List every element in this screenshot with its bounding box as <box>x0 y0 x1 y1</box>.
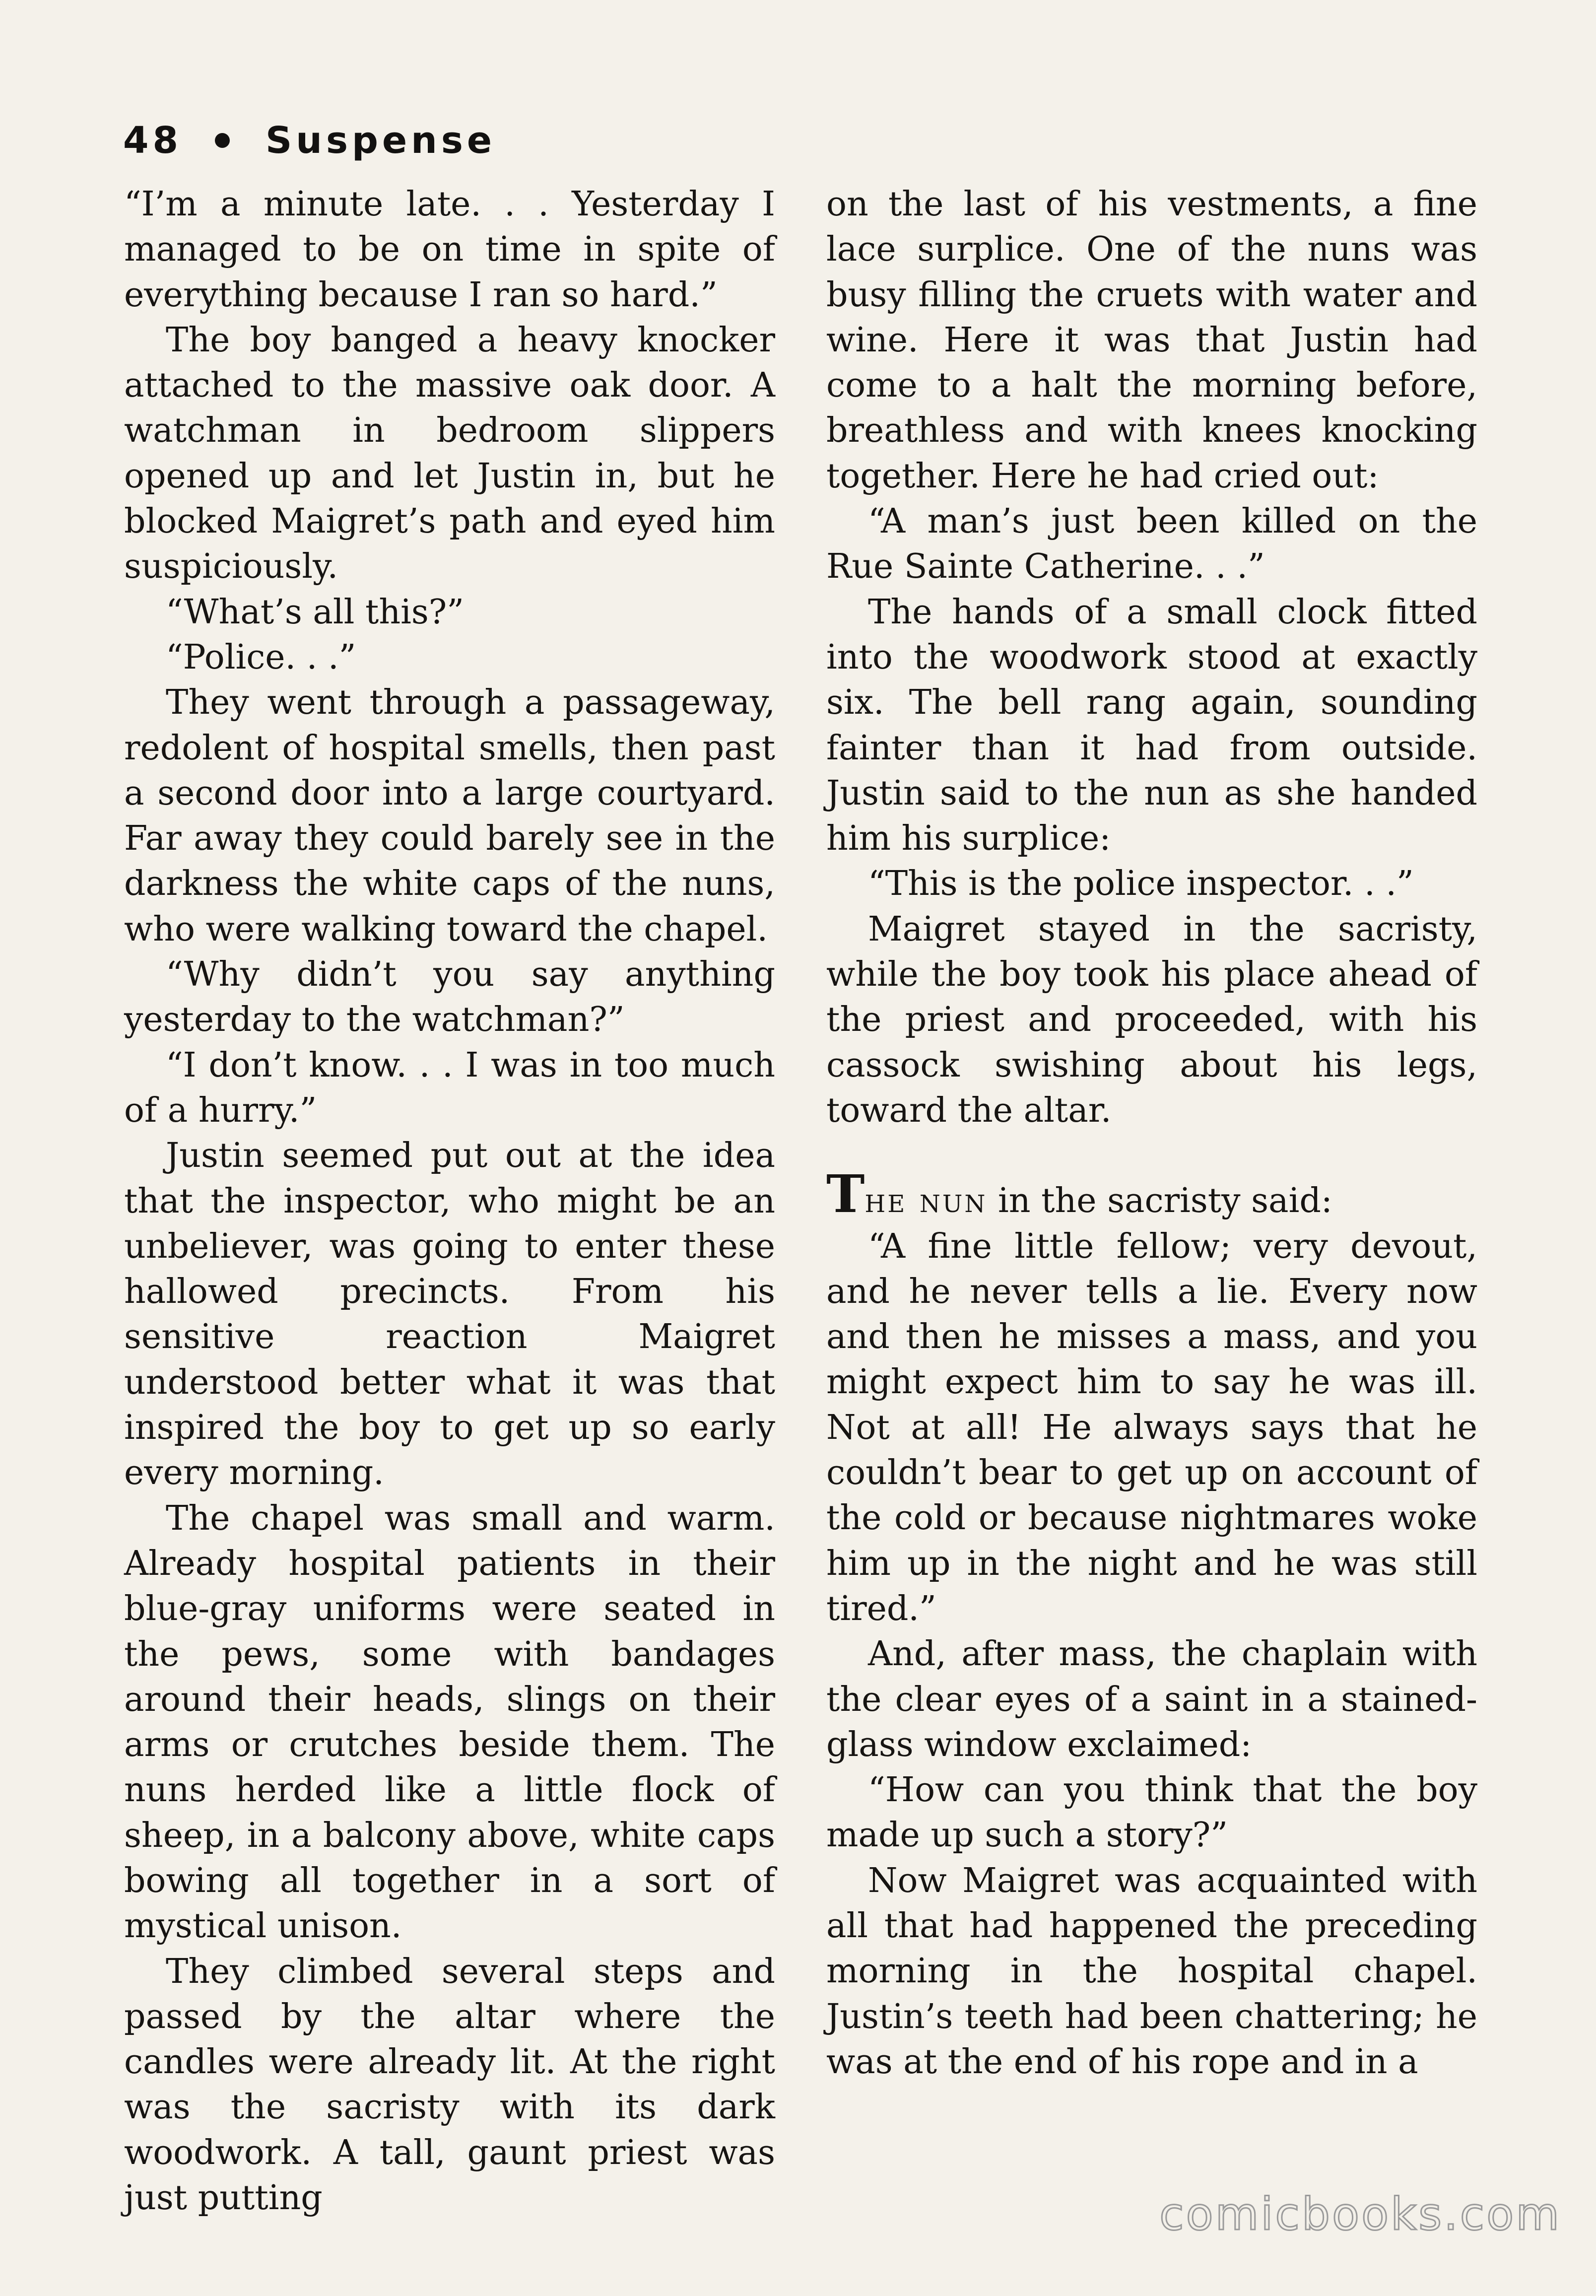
left-column <box>124 182 775 2221</box>
paragraph: They climbed several steps and passed by the altar where the candles were already lit. At the right was the sacristy with its dark woodwork. A tall, gaunt priest was just putting <box>124 1952 775 2218</box>
paragraph: “I’m a minute late. . . Yesterday I managed to be on time in spite of everything because I ran so hard.” <box>124 185 775 315</box>
page-number: 48 <box>123 119 182 162</box>
paragraph: Now Maigret was acquainted with all that had happened the preceding morning in the hospital chapel. Justin’s teeth had been chattering; he was at the end of his rope and in a <box>826 1861 1477 2082</box>
paragraph: “A fine little fellow; very devout, and he never tells a lie. Every now and then he misses a mass, and you might expect him to say he was ill. Not at all! He always says that he couldn’t bear to get up on account of the cold or because nightmares woke him up in the night and he was still tired.” <box>826 1226 1477 1628</box>
magazine-title: Suspense <box>265 119 496 162</box>
paragraph: “How can you think that the boy made up such a story?” <box>826 1770 1477 1855</box>
paragraph: “This is the police inspector. . .” <box>868 864 1414 904</box>
right-column <box>826 182 1477 2085</box>
paragraph: “I don’t know. . . I was in too much of a hurry.” <box>124 1045 775 1130</box>
bullet-separator <box>215 133 230 148</box>
watermark-text: comicbooks.com <box>1159 2188 1561 2240</box>
page-header <box>123 113 496 168</box>
paragraph: The hands of a small clock fitted into the woodwork stood at exactly six. The bell rang again, sounding fainter than it had from outside. Justin said to the nun as she handed him his surplice: <box>826 592 1477 859</box>
paragraph: “Why didn’t you say anything yesterday to the watchman?” <box>124 955 775 1040</box>
paragraph: They went through a passageway, redolent of hospital smells, then past a second door into a large courtyard. Far away they could barely see in the darkness the white caps of the nuns, who were walking toward the chapel. <box>124 683 775 949</box>
section-opening <box>826 1163 1477 1225</box>
paragraph: And, after mass, the chaplain with the clear eyes of a saint in a stained-glass window exclaimed: <box>826 1634 1477 1764</box>
paragraph: The chapel was small and warm. Already hospital patients in their blue-gray uniforms were seated in the pews, some with bandages around their heads, slings on their arms or crutches beside them. The nuns herded like a little flock of sheep, in a balcony above, white caps bowing all together in a sort of mystical unison. <box>124 1498 775 1946</box>
small-caps-lead: he nun <box>864 1181 988 1221</box>
paragraph: Justin seemed put out at the idea that the inspector, who might be an unbeliever, was going to enter these hallowed precincts. From his sensitive reaction Maigret understood better what it was that inspired the boy to get up so early every morning. <box>124 1136 775 1493</box>
paragraph: “A man’s just been killed on the Rue Sainte Catherine. . .” <box>826 502 1477 587</box>
drop-cap: T <box>826 1163 865 1225</box>
section-opening-text: in the sacristy said: <box>987 1181 1332 1221</box>
paragraph: “Police. . .” <box>166 637 356 677</box>
paragraph: The boy banged a heavy knocker attached to the massive oak door. A watchman in bedroom slippers opened up and let Justin in, but he blocked Maigret’s path and eyed him suspiciously. <box>124 320 775 587</box>
paragraph: Maigret stayed in the sacristy, while the boy took his place ahead of the priest and proceeded, with his cassock swishing about his legs, toward the altar. <box>826 909 1477 1130</box>
paragraph: on the last of his vestments, a fine lace surplice. One of the nuns was busy filling the cruets with water and wine. Here it was that Justin had come to a halt the morning before, breathless and with knees knocking together. Here he had cried out: <box>826 185 1477 496</box>
paragraph: “What’s all this?” <box>166 592 464 632</box>
